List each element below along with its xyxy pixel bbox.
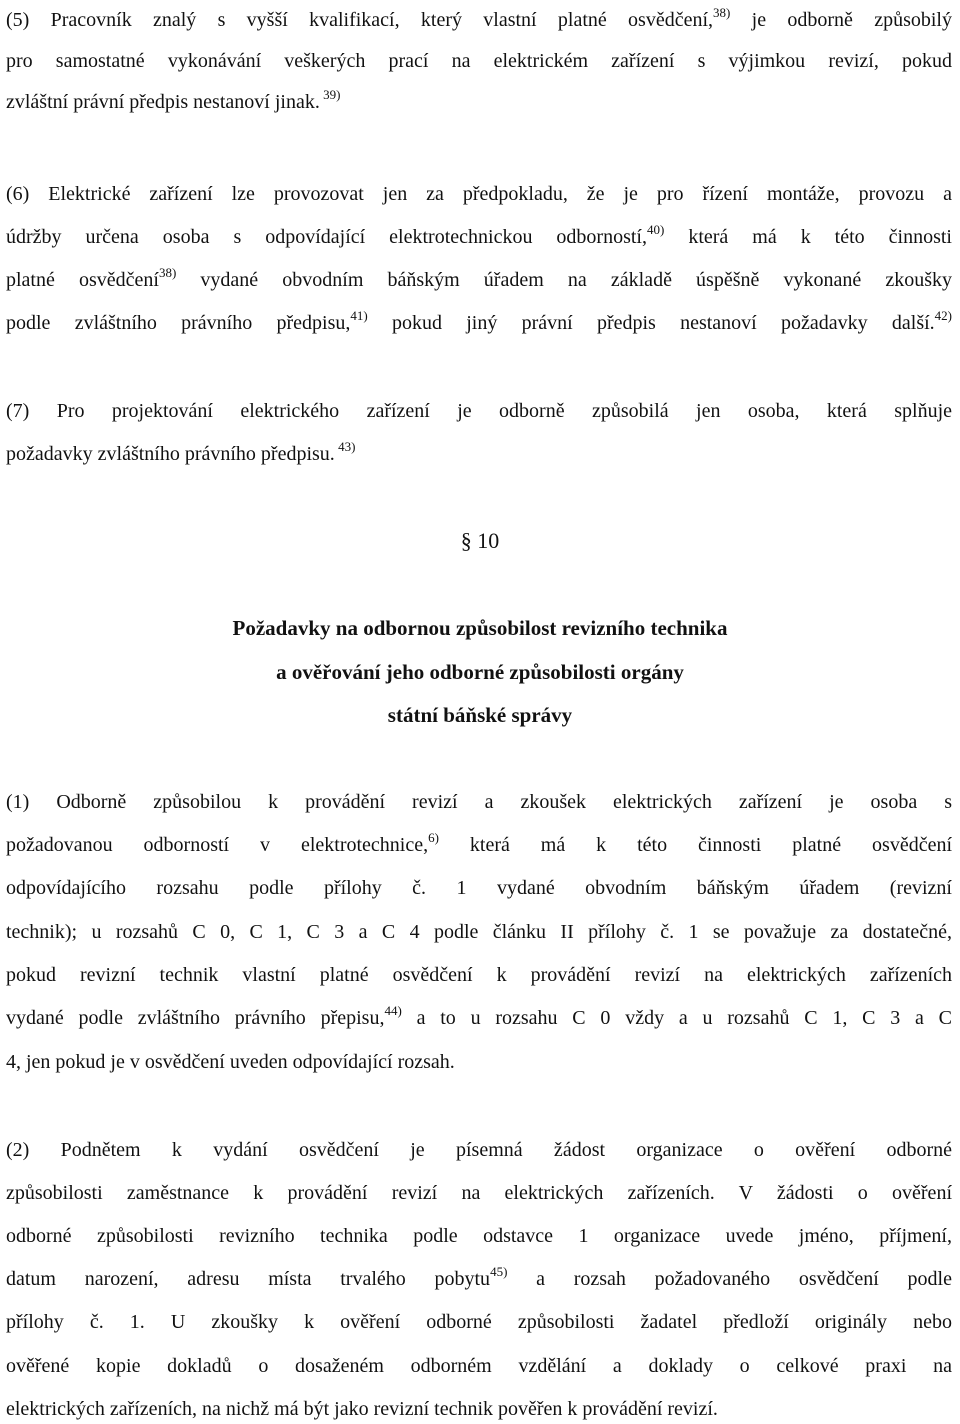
footnote-ref: 6) [428, 830, 439, 845]
footnote-ref: 38) [158, 265, 177, 280]
subsection-1-line-7: 4, jen pokud je v osvědčení uveden odpovídající rozsah. [6, 1051, 455, 1073]
paragraph-6-line-4 [6, 309, 952, 337]
text: která má k této činnosti platné osvědčení [438, 834, 953, 856]
text: datum narození, adresu místa trvalého pobytu [6, 1268, 491, 1290]
subsection-1-line-1: (1) Odborně způsobilou k provádění revizí a zkoušek elektrických zařízení je osoba s [6, 791, 952, 813]
text: podle zvláštního právního předpisu, [6, 312, 351, 334]
paragraph-6-line-2 [6, 223, 952, 251]
footnote-ref: 41) [350, 308, 368, 323]
section-title-line-3: státní báňské správy [387, 703, 573, 727]
paragraph-6-line-1: (6) Elektrické zařízení lze provozovat jen za předpokladu, že je pro řízení montáže, provozu a [6, 183, 952, 205]
section-title-line-1: Požadavky na odbornou způsobilost revizního technika [232, 616, 728, 640]
text: vydané podle zvláštního právního přepisu, [6, 1007, 385, 1029]
subsection-1-line-5: pokud revizní technik vlastní platné osvědčení k provádění revizí na elektrických zařízeních [6, 964, 952, 986]
text: pokud jiný právní předpis nestanoví požadavky další. [367, 312, 935, 334]
text: je odborně způsobilý [730, 9, 952, 31]
subsection-2-line-6: ověřené kopie dokladů o dosaženém odborném vzdělání a doklady o celkové praxi na [6, 1355, 952, 1377]
subsection-2-line-2: způsobilosti zaměstnance k provádění revizí na elektrických zařízeních. V žádosti o ověření [6, 1182, 952, 1204]
footnote-ref: 38) [713, 5, 731, 20]
subsection-1-line-6 [6, 1004, 952, 1032]
text: platné osvědčení [6, 269, 159, 291]
text: požadavky zvláštního právního předpisu. [6, 443, 335, 465]
subsection-1-line-2 [6, 831, 952, 859]
subsection-2-line-3: odborné způsobilosti revizního technika podle odstavce 1 organizace uvede jméno, příjmení, [6, 1225, 952, 1247]
footnote-ref: 44) [384, 1003, 402, 1018]
footnote-ref: 45) [490, 1264, 508, 1279]
text: a to u rozsahu C 0 vždy a u rozsahů C 1, C 3 a C [401, 1007, 952, 1029]
paragraph-7-line-1: (7) Pro projektování elektrického zařízení je odborně způsobilá jen osoba, která splňuje [6, 400, 952, 422]
paragraph-5-line-3 [6, 88, 340, 116]
text: (5) Pracovník znalý s vyšší kvalifikací, který vlastní platné osvědčení, [6, 9, 714, 31]
text: která má k této činnosti [664, 226, 952, 248]
text: zvláštní právní předpis nestanoví jinak. [6, 91, 320, 113]
subsection-2-line-5: přílohy č. 1. U zkoušky k ověření odborné způsobilosti žadatel předloží originály nebo [6, 1311, 952, 1333]
footnote-ref: 39) [319, 87, 341, 102]
paragraph-6-line-3 [6, 266, 952, 294]
subsection-2-line-4 [6, 1265, 952, 1293]
text: vydané obvodním báňským úřadem na základě úspěšně vykonané zkoušky [176, 269, 952, 291]
text: a rozsah požadovaného osvědčení podle [507, 1268, 952, 1290]
subsection-1-line-4: technik); u rozsahů C 0, C 1, C 3 a C 4 podle článku II přílohy č. 1 se považuje za dostatečné, [6, 921, 952, 943]
text: údržby určena osoba s odpovídající elektrotechnickou odborností, [6, 226, 647, 248]
subsection-2-line-7: elektrických zařízeních, na nichž má být jako revizní technik pověřen k provádění revizí. [6, 1398, 718, 1420]
paragraph-7-line-2 [6, 440, 355, 468]
subsection-1-line-3: odpovídajícího rozsahu podle přílohy č. 1 vydané obvodním báňským úřadem (revizní [6, 877, 952, 899]
footnote-ref: 40) [647, 222, 665, 237]
footnote-ref: 43) [334, 439, 356, 454]
footnote-ref: 42) [934, 308, 952, 323]
section-number: § 10 [460, 528, 500, 553]
paragraph-5-line-1 [6, 6, 952, 34]
paragraph-5-line-2: pro samostatné vykonávání veškerých prací na elektrickém zařízení s výjimkou revizí, pokud [6, 50, 952, 72]
text: požadovanou odborností v elektrotechnice, [6, 834, 429, 856]
subsection-2-line-1: (2) Podnětem k vydání osvědčení je písemná žádost organizace o ověření odborné [6, 1139, 952, 1161]
section-title-line-2: a ověřování jeho odborné způsobilosti orgány [276, 660, 684, 684]
